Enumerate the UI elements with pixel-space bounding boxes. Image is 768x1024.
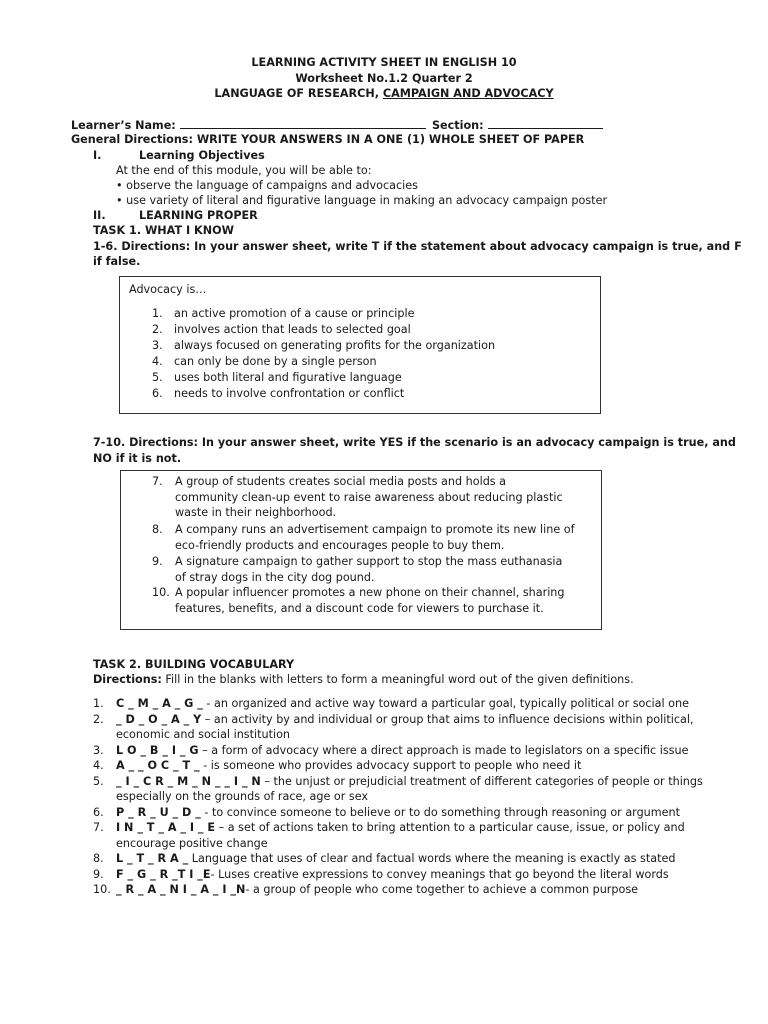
scenario-text: A popular influencer promotes a new phone on their channel, sharing features, benefits, and a discount code for viewers to purchase it.: [175, 586, 565, 615]
vocab-word: F _ G _ R _T I _E: [116, 867, 211, 881]
vocab-word: L O _ B _ I _ G: [116, 743, 199, 757]
vocab-word: C _ M _ A _ G _: [116, 697, 203, 710]
list-item: 4. can only be done by a single person: [152, 355, 377, 368]
vocab-word: L _ T _ R A _: [116, 852, 189, 865]
general-directions: General Directions: WRITE YOUR ANSWERS IN A ONE (1) WHOLE SHEET OF PAPER: [71, 133, 585, 146]
vocab-item: 10. _ R _ A _ N I _ A _ I _N- a group of people who come together to achieve a common purpose: [93, 883, 639, 896]
vocab-item: 1. C _ M _ A _ G _ - an organized and active way toward a particular goal, typically political or social one: [93, 697, 690, 710]
advocacy-statements-box: [119, 276, 601, 414]
scenario-text: A signature campaign to gather support to stop the mass euthanasia of stray dogs in the city dog pound.: [175, 555, 563, 584]
vocabulary-list: [93, 696, 713, 898]
list-item: 2. involves action that leads to selected goal: [152, 323, 411, 336]
topic-title-plain: LANGUAGE OF RESEARCH,: [214, 87, 383, 100]
list-item: 3. always focused on generating profits for the organization: [152, 339, 496, 352]
objective-item: • use variety of literal and figurative language in making an advocacy campaign poster: [116, 194, 608, 207]
scenario-number: 10.: [152, 586, 170, 599]
vocab-item: 4. A _ _ O C _ T _ - is someone who provides advocacy support to people who need it: [93, 759, 582, 772]
learner-name-blank[interactable]: [180, 117, 426, 129]
vocab-word: I N _ T _ A _ I _ E: [116, 821, 216, 834]
worksheet-number: Worksheet No.1.2 Quarter 2: [295, 71, 473, 85]
vocab-item: 7. I N _ T _ A _ I _ E – a set of actions taken to bring attention to a particular cause, issue, or policy and encourage positive change: [93, 821, 685, 850]
vocab-word: _ D _ O _ A _ Y: [116, 712, 202, 726]
vocab-item: 9. F _ G _ R _T I _E- Luses creative expressions to convey meanings that go beyond the literal words: [93, 867, 669, 881]
task1-directions2-line1: 7-10. Directions: In your answer sheet, write YES if the scenario is an advocacy campaign is true, and: [93, 436, 736, 449]
topic-title-underlined: CAMPAIGN AND ADVOCACY: [382, 87, 554, 100]
vocab-word: _ R _ A _ N I _ A _ I _N: [116, 883, 246, 896]
scenario-box: [120, 470, 602, 630]
proper-number: II.: [93, 209, 106, 222]
scenario-text: A company runs an advertisement campaign to promote its new line of eco-friendly products and encourages people to buy them.: [175, 523, 575, 552]
list-item: 5. uses both literal and figurative language: [152, 371, 402, 384]
objectives-heading: Learning Objectives: [139, 149, 265, 162]
vocab-item: 3. L O _ B _ I _ G – a form of advocacy where a direct approach is made to legislators on a specific issue: [93, 743, 689, 757]
task1-directions-line2: if false.: [93, 255, 141, 268]
proper-heading: LEARNING PROPER: [139, 209, 258, 222]
scenario-number: 9.: [152, 555, 163, 568]
scenario-number: 8.: [152, 523, 163, 536]
objectives-intro: At the end of this module, you will be able to:: [116, 164, 372, 177]
objectives-number: I.: [93, 149, 102, 162]
section-blank[interactable]: [488, 117, 603, 129]
vocab-item: 8. L _ T _ R A _ Language that uses of clear and factual words where the meaning is exactly as stated: [93, 852, 676, 865]
scenario-text: A group of students creates social media posts and holds a community clean-up event to raise awareness about reducing plastic waste in their neighborhood.: [175, 475, 563, 519]
task1-directions-line1: 1-6. Directions: In your answer sheet, write T if the statement about advocacy campaign is true, and F: [93, 240, 742, 253]
task2-directions: Directions: Fill in the blanks with letters to form a meaningful word out of the given definitions.: [93, 673, 634, 686]
advocacy-statement-list: [152, 306, 592, 402]
vocab-item: 6. P _ R _ U _ D _ - to convince someone to believe or to do something through reasoning or argument: [93, 805, 681, 819]
task1-heading: TASK 1. WHAT I KNOW: [93, 224, 234, 237]
task2-heading: TASK 2. BUILDING VOCABULARY: [93, 658, 295, 671]
section-label: Section:: [432, 119, 484, 132]
scenario-number: 7.: [152, 475, 163, 488]
list-item: 1. an active promotion of a cause or principle: [152, 307, 415, 320]
sheet-title: LEARNING ACTIVITY SHEET IN ENGLISH 10: [251, 56, 517, 69]
list-item: 6. needs to involve confrontation or conflict: [152, 387, 405, 400]
learner-name-label: Learner’s Name:: [71, 119, 176, 132]
vocab-item: 2. _ D _ O _ A _ Y – an activity by and individual or group that aims to influence decisions within political, economic and social institution: [93, 712, 694, 741]
title-block: [0, 55, 768, 102]
vocab-word: P _ R _ U _ D _: [116, 805, 201, 819]
objective-item: • observe the language of campaigns and advocacies: [116, 179, 418, 192]
vocab-word: A _ _ O C _ T _: [116, 759, 200, 772]
vocab-word: _ I _ C R _ M _ N _ _ I _ N: [116, 774, 261, 788]
task1-directions2-line2: NO if it is not.: [93, 452, 182, 465]
topic-title: [0, 86, 768, 102]
advocacy-box-title: Advocacy is…: [129, 283, 207, 296]
vocab-item: 5. _ I _ C R _ M _ N _ _ I _ N – the unjust or prejudicial treatment of different categories of people or things especially on the grounds of race, age or sex: [93, 774, 703, 803]
